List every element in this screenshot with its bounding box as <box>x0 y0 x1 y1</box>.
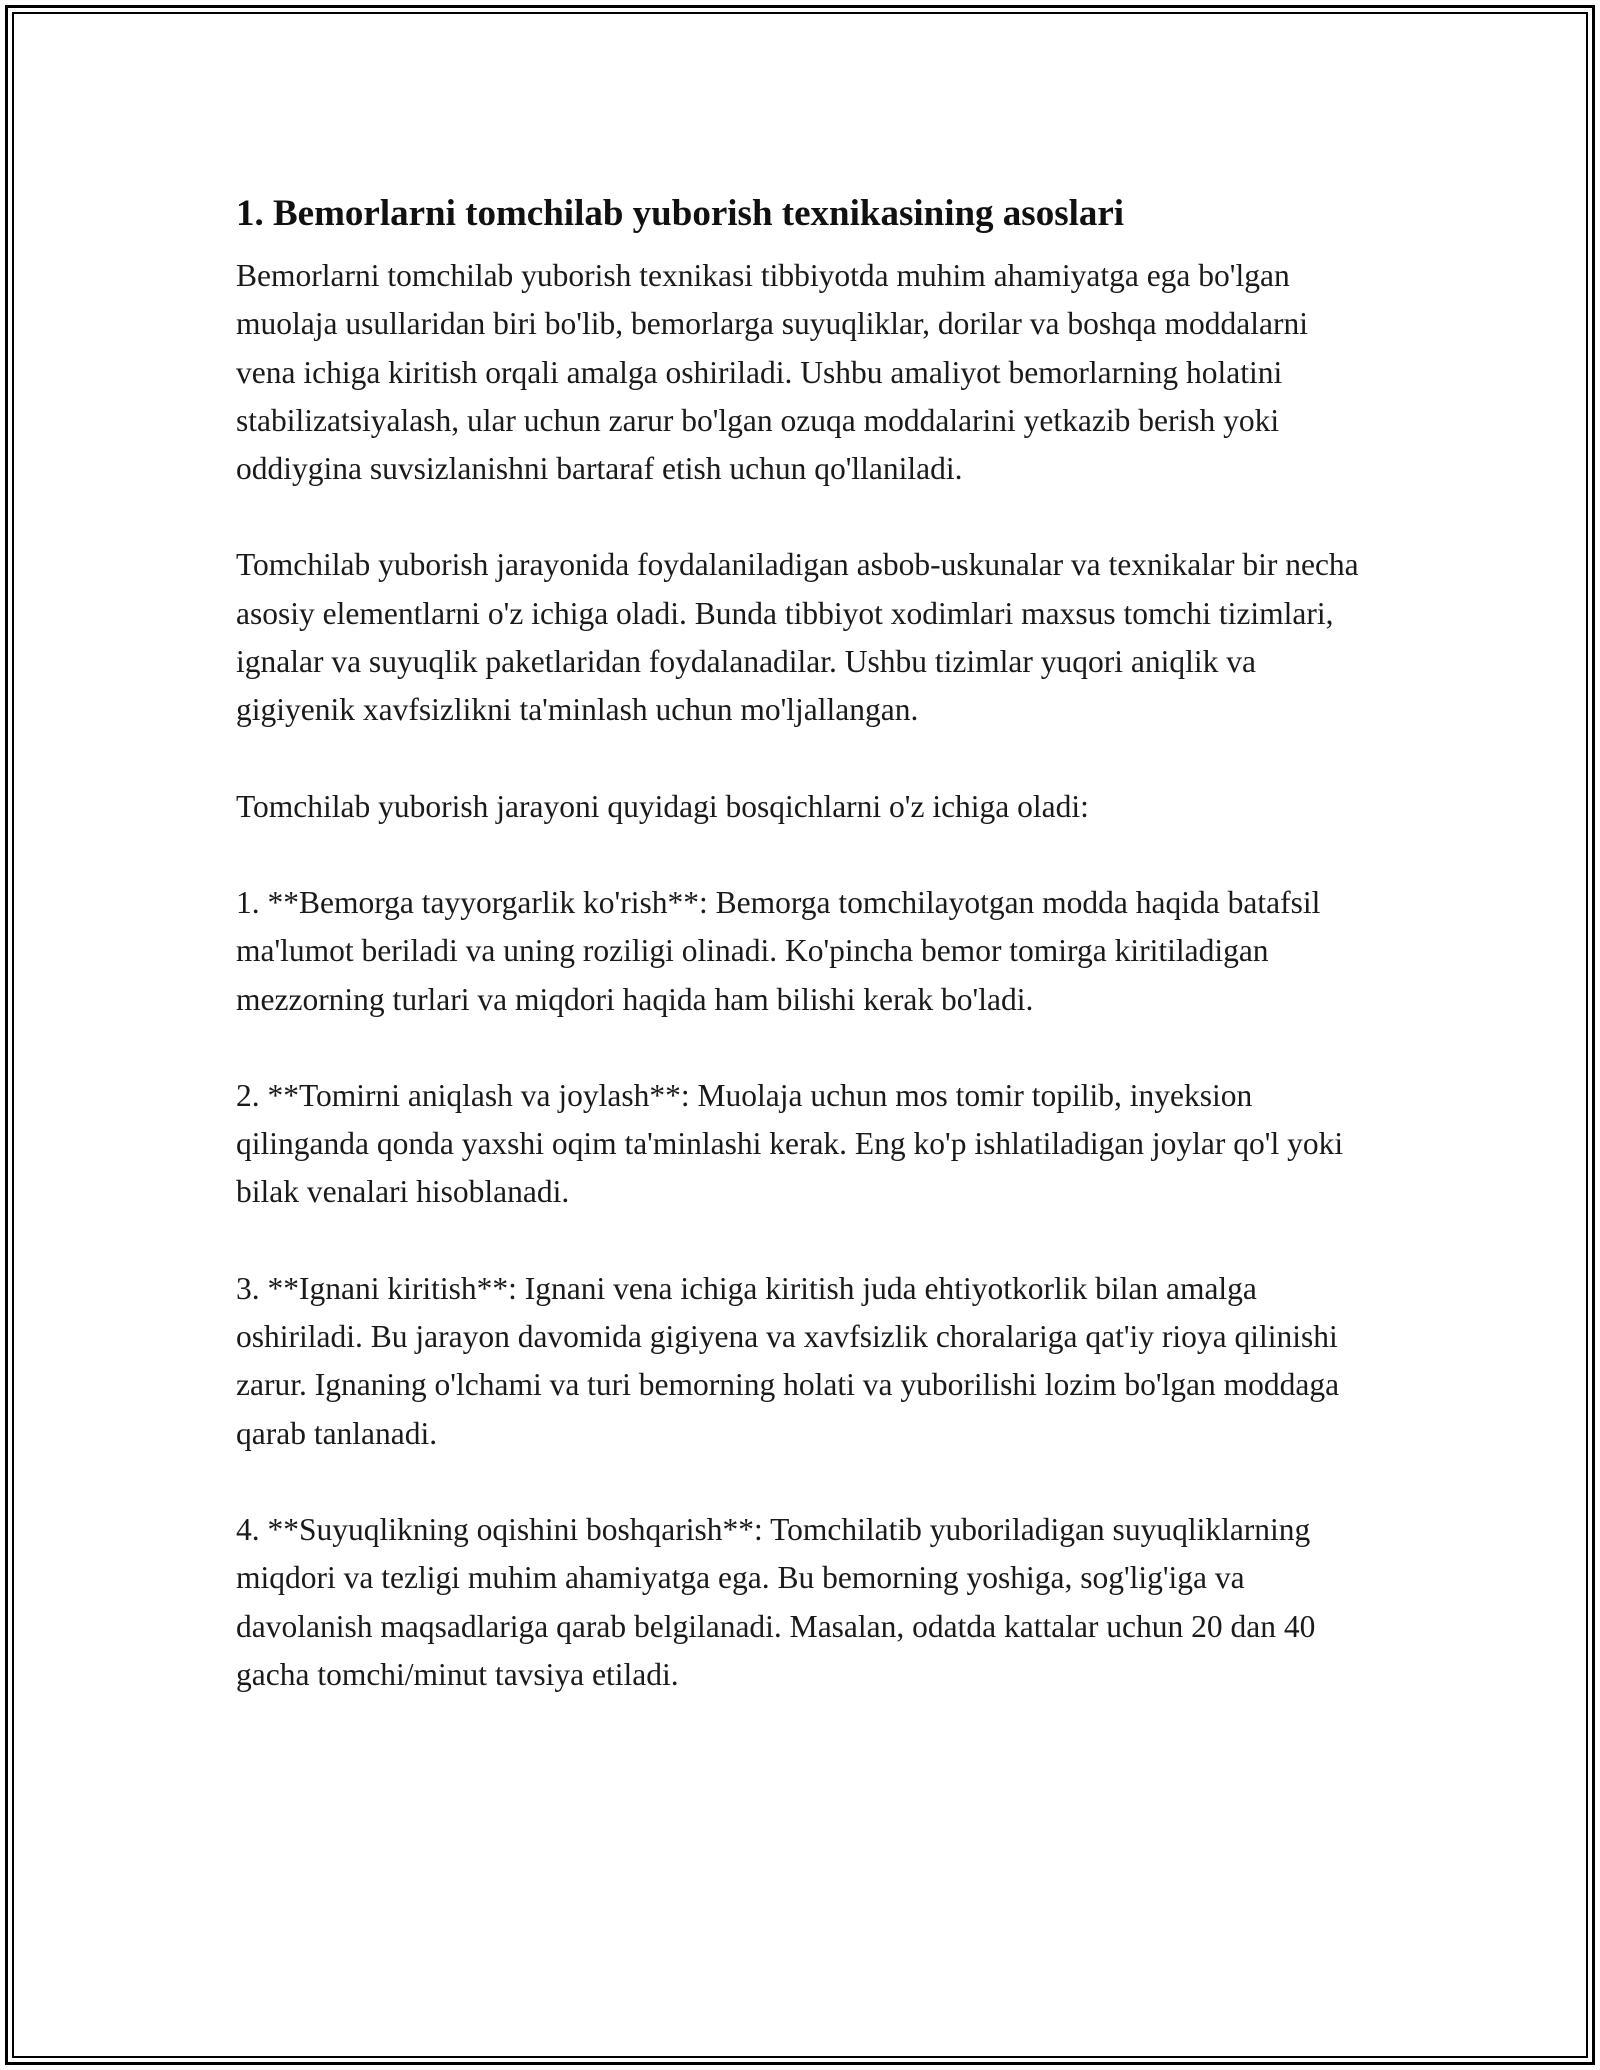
paragraph-intro: Bemorlarni tomchilab yuborish texnikasi tibbiyotda muhim ahamiyatga ega bo'lgan muolaja usullaridan biri bo'lib, bemorlarga suyuqliklar, dorilar va boshqa moddalarni vena ichiga kiritish orqali amalga oshiriladi. Ushbu amaliyot bemorlarning holatini stabilizatsiyalash, ular uchun zarur bo'lgan ozuqa moddalarini yetkazib berish yoki oddiygina suvsizlanishni bartaraf etish uchun qo'llaniladi. <box>236 258 1308 487</box>
paragraph-steps-intro: Tomchilab yuborish jarayoni quyidagi bosqichlarni o'z ichiga oladi: <box>236 788 1089 824</box>
page-title: 1. Bemorlarni tomchilab yuborish texnikasining asoslari <box>236 193 1125 234</box>
paragraph-equipment: Tomchilab yuborish jarayonida foydalaniladigan asbob-uskunalar va texnikalar bir necha asosiy elementlarni o'z ichiga oladi. Bunda tibbiyot xodimlari maxsus tomchi tizimlari, ignalar va suyuqlik paketlaridan foydalanadilar. Ushbu tizimlar yuqori aniqlik va gigiyenik xavfsizlikni ta'minlash uchun mo'ljallangan. <box>236 547 1359 728</box>
list-item-step-4: 4. **Suyuqlikning oqishini boshqarish**: Tomchilatib yuboriladigan suyuqliklarning miqdori va tezligi muhim ahamiyatga ega. Bu bemorning yoshiga, sog'lig'iga va davolanish maqsadlariga qarab belgilanadi. Masalan, odatda kattalar uchun 20 dan 40 gacha tomchi/minut tavsiya etiladi. <box>236 1511 1316 1692</box>
list-item-step-2: 2. **Tomirni aniqlash va joylash**: Muolaja uchun mos tomir topilib, inyeksion qilinganda qonda yaxshi oqim ta'minlashi kerak. Eng ko'p ishlatiladigan joylar qo'l yoki bilak venalari hisoblanadi. <box>236 1077 1344 1210</box>
document-body <box>236 188 1364 1747</box>
list-item-step-1: 1. **Bemorga tayyorgarlik ko'rish**: Bemorga tomchilayotgan modda haqida batafsil ma'lumot beriladi va uning roziligi olinadi. Ko'pincha bemor tomirga kiritiladigan mezzorning turlari va miqdori haqida ham bilishi kerak bo'ladi. <box>236 884 1321 1017</box>
list-item-step-3: 3. **Ignani kiritish**: Ignani vena ichiga kiritish juda ehtiyotkorlik bilan amalga oshiriladi. Bu jarayon davomida gigiyena va xavfsizlik choralariga qat'iy rioya qilinishi zarur. Ignaning o'lchami va turi bemorning holati va yuborilishi lozim bo'lgan moddaga qarab tanlanadi. <box>236 1270 1340 1451</box>
